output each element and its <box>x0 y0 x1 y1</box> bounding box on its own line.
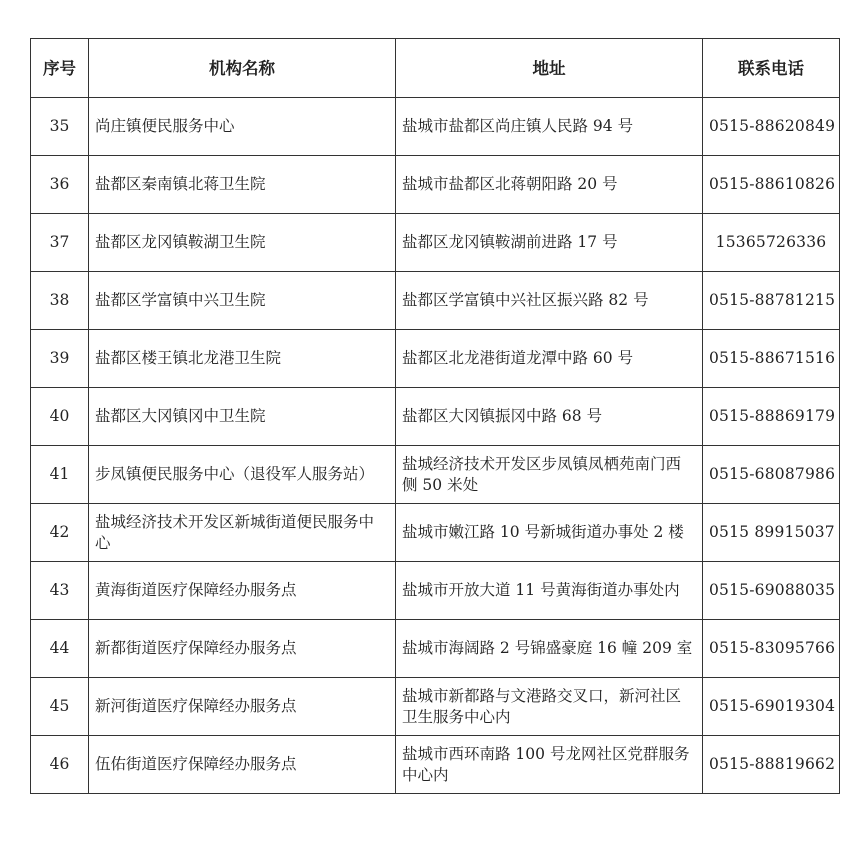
table-row <box>31 156 840 214</box>
address: 盐都区北龙港街道龙潭中路 60 号 <box>396 330 703 388</box>
phone-number: 0515-88610826 <box>703 156 840 214</box>
table-row <box>31 446 840 504</box>
phone-number: 0515-88781215 <box>703 272 840 330</box>
phone-number: 0515-88671516 <box>703 330 840 388</box>
org-name: 盐都区大冈镇冈中卫生院 <box>89 388 396 446</box>
address: 盐都区大冈镇振冈中路 68 号 <box>396 388 703 446</box>
phone-number: 0515-88819662 <box>703 736 840 794</box>
address: 盐都区学富镇中兴社区振兴路 82 号 <box>396 272 703 330</box>
table-row <box>31 620 840 678</box>
row-index: 37 <box>31 214 89 272</box>
address: 盐城市盐都区北蒋朝阳路 20 号 <box>396 156 703 214</box>
table-body <box>31 98 840 794</box>
row-index: 45 <box>31 678 89 736</box>
header-index: 序号 <box>31 39 89 98</box>
address: 盐城经济技术开发区步凤镇凤栖苑南门西侧 50 米处 <box>396 446 703 504</box>
org-name: 步凤镇便民服务中心（退役军人服务站） <box>89 446 396 504</box>
table-row <box>31 388 840 446</box>
table-row <box>31 736 840 794</box>
table-row <box>31 98 840 156</box>
phone-number: 0515-83095766 <box>703 620 840 678</box>
table-row <box>31 214 840 272</box>
header-name: 机构名称 <box>89 39 396 98</box>
row-index: 44 <box>31 620 89 678</box>
org-name: 盐城经济技术开发区新城街道便民服务中心 <box>89 504 396 562</box>
row-index: 42 <box>31 504 89 562</box>
org-name: 新河街道医疗保障经办服务点 <box>89 678 396 736</box>
org-name: 尚庄镇便民服务中心 <box>89 98 396 156</box>
org-name: 盐都区秦南镇北蒋卫生院 <box>89 156 396 214</box>
org-name: 黄海街道医疗保障经办服务点 <box>89 562 396 620</box>
header-phone: 联系电话 <box>703 39 840 98</box>
address: 盐城市嫩江路 10 号新城街道办事处 2 楼 <box>396 504 703 562</box>
row-index: 38 <box>31 272 89 330</box>
row-index: 41 <box>31 446 89 504</box>
row-index: 39 <box>31 330 89 388</box>
phone-number: 0515-69088035 <box>703 562 840 620</box>
row-index: 36 <box>31 156 89 214</box>
phone-number: 15365726336 <box>703 214 840 272</box>
address: 盐城市新都路与文港路交叉口，新河社区卫生服务中心内 <box>396 678 703 736</box>
row-index: 43 <box>31 562 89 620</box>
address: 盐城市海阔路 2 号锦盛豪庭 16 幢 209 室 <box>396 620 703 678</box>
phone-number: 0515-88869179 <box>703 388 840 446</box>
address: 盐城市盐都区尚庄镇人民路 94 号 <box>396 98 703 156</box>
table-row <box>31 330 840 388</box>
table-row <box>31 504 840 562</box>
phone-number: 0515 89915037 <box>703 504 840 562</box>
row-index: 40 <box>31 388 89 446</box>
header-address: 地址 <box>396 39 703 98</box>
org-name: 盐都区龙冈镇鞍湖卫生院 <box>89 214 396 272</box>
table-row <box>31 678 840 736</box>
row-index: 35 <box>31 98 89 156</box>
org-name: 新都街道医疗保障经办服务点 <box>89 620 396 678</box>
address: 盐城市开放大道 11 号黄海街道办事处内 <box>396 562 703 620</box>
address: 盐都区龙冈镇鞍湖前进路 17 号 <box>396 214 703 272</box>
phone-number: 0515-88620849 <box>703 98 840 156</box>
org-name: 伍佑街道医疗保障经办服务点 <box>89 736 396 794</box>
phone-number: 0515-68087986 <box>703 446 840 504</box>
table-header-row <box>31 39 840 98</box>
table-row <box>31 272 840 330</box>
org-name: 盐都区学富镇中兴卫生院 <box>89 272 396 330</box>
table-row <box>31 562 840 620</box>
org-name: 盐都区楼王镇北龙港卫生院 <box>89 330 396 388</box>
contact-table <box>30 38 840 794</box>
row-index: 46 <box>31 736 89 794</box>
address: 盐城市西环南路 100 号龙网社区党群服务中心内 <box>396 736 703 794</box>
phone-number: 0515-69019304 <box>703 678 840 736</box>
